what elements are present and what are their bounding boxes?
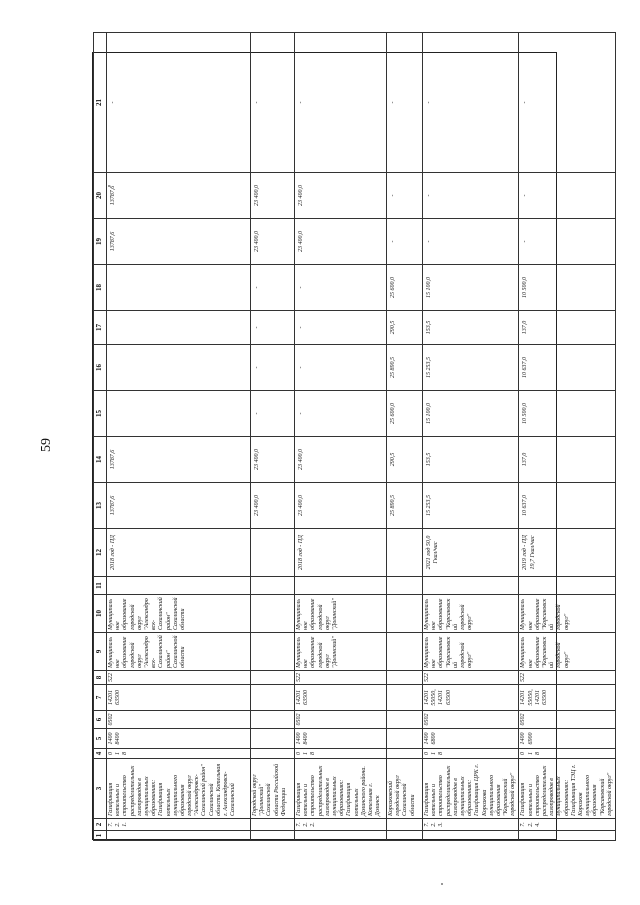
table-cell: 1400 6900 (519, 729, 615, 749)
table-cell (251, 577, 295, 595)
table-cell (251, 685, 295, 711)
table-row (423, 33, 519, 841)
table-cell: Муниципальное образование городской округ "Александровск-Сахалинский район" Сахалинской области (107, 595, 251, 633)
table-cell: Муниципальное образование городской округ "Александровск-Сахалинский район" Сахалинской области (107, 633, 251, 671)
table-cell (387, 633, 423, 671)
table-row (387, 33, 423, 841)
table-cell (251, 749, 295, 759)
table-row (295, 33, 387, 841)
table-cell: Газификация котельных и строительство распределительных газопроводов в муниципальных образованиях: Газификация ЦРК г. Корсакова муниципального образования "Корсаковский городской округ" (423, 759, 519, 819)
table-cell (251, 819, 295, 831)
table-cell (519, 831, 615, 841)
col-header: 19 (94, 219, 107, 265)
table-cell (387, 577, 423, 595)
col-header: 17 (94, 311, 107, 345)
table-cell (107, 831, 251, 841)
table-cell (387, 729, 423, 749)
table-cell (387, 685, 423, 711)
col-header: 9 (94, 633, 107, 671)
table-cell: - (295, 33, 387, 173)
header-row (94, 33, 107, 841)
table-cell: 23 400,0 (251, 437, 295, 483)
table-cell (387, 529, 423, 577)
table-cell: 10 637,0 (519, 345, 615, 391)
table-row (519, 33, 615, 841)
table-cell: 153,5 (423, 311, 519, 345)
table-cell: 15 100,0 (423, 391, 519, 437)
col-header: 3 (94, 759, 107, 819)
table-cell (251, 529, 295, 577)
col-header: 18 (94, 265, 107, 311)
table-cell: 290,5 (387, 437, 423, 483)
table-row (107, 33, 251, 841)
table-cell: - (251, 33, 295, 173)
col-header: 1 (94, 831, 107, 841)
table-cell: 290,5 (387, 311, 423, 345)
table-cell: - (295, 391, 387, 437)
table-cell: 137,0 (519, 437, 615, 483)
table-cell: 25 600,0 (387, 391, 423, 437)
table-cell: 25 890,5 (387, 483, 423, 529)
table-cell (387, 671, 423, 685)
table-cell: 2019 год - ПД 19,7 Гкал/час (519, 529, 615, 577)
table-cell: - (423, 219, 519, 265)
table-cell: 1400 6800 (423, 729, 519, 749)
table-cell: Корсаковский городской округ Сахалинской области (387, 759, 423, 819)
table-cell: 2018 год - ПД (107, 529, 251, 577)
table-cell: 0 1 8 (107, 749, 251, 759)
table-cell: 0502 (519, 711, 615, 729)
col-header: 10 (94, 595, 107, 633)
table-cell: 23 400,0 (295, 173, 387, 219)
col-header: 7 (94, 685, 107, 711)
page-number: 59 (39, 438, 54, 452)
budget-table-frame (92, 52, 613, 840)
table-cell: 23 400,0 (295, 219, 387, 265)
table-cell: 14201 63500 (295, 685, 387, 711)
table-cell: 23 400,0 (251, 483, 295, 529)
table-cell: 14201 55050, 14201 63500 (423, 685, 519, 711)
table-cell: 23 400,0 (295, 437, 387, 483)
table-cell: 0502 (107, 711, 251, 729)
table-cell: 153,5 (423, 437, 519, 483)
table-cell: 13787,6 (107, 219, 251, 265)
col-header: 12 (94, 529, 107, 577)
table-cell: 14201 63500 (107, 685, 251, 711)
table-cell: 522 (107, 671, 251, 685)
table-cell: 0502 (295, 711, 387, 729)
table-cell: Муниципальное образование "Корсаковский городской округ" (423, 633, 519, 671)
table-cell: - (295, 345, 387, 391)
table-cell: - (387, 173, 423, 219)
table-cell: - (519, 33, 615, 173)
table-cell: Газификация котельных и строительство распределительных газопроводов в муниципальных образованиях: Газификация ТЭЦ г. Корсаков муниципального образования "Корсаковский городской округ" (519, 759, 615, 819)
table-cell (387, 711, 423, 729)
table-cell (519, 577, 615, 595)
table-cell: - (519, 219, 615, 265)
table-cell (107, 577, 251, 595)
table-cell (251, 711, 295, 729)
table-cell: - (519, 173, 615, 219)
table-cell: 15 253,5 (423, 483, 519, 529)
table-cell: - (251, 311, 295, 345)
table-cell: 13787,6 (107, 483, 251, 529)
table-cell: Муниципальное образование "Корсаковский городской округ" (519, 595, 615, 633)
col-header: 4 (94, 749, 107, 759)
table-cell (387, 595, 423, 633)
col-header: 16 (94, 345, 107, 391)
table-cell: Муниципальное образование "Корсаковский городской округ" (423, 595, 519, 633)
table-cell (387, 749, 423, 759)
table-cell: 0 1 8 (295, 749, 387, 759)
table-cell: 25 600,0 (387, 265, 423, 311)
table-cell: 7.2.2. (295, 819, 387, 831)
table-cell: - (107, 33, 251, 173)
table-cell: - (251, 391, 295, 437)
col-header: 14 (94, 437, 107, 483)
table-cell (251, 595, 295, 633)
table-cell: 2018 год - ПД (295, 529, 387, 577)
table-cell: Муниципальное образование "Корсаковский городской округ" (519, 633, 615, 671)
table-cell: 10 637,0 (519, 483, 615, 529)
table-cell: 2021 год 50,0 Гкал/час (423, 529, 519, 577)
table-cell: 14201 55050, 14201 63500 (519, 685, 615, 711)
table-cell (251, 831, 295, 841)
table-cell: Муниципальное образование городской округ "Долинский" (295, 633, 387, 671)
table-cell: - (251, 265, 295, 311)
table-cell (295, 577, 387, 595)
table-cell: 23 400,0 (295, 483, 387, 529)
table-cell: 7.2.4. (519, 819, 615, 831)
table-cell (423, 577, 519, 595)
col-header: 11 (94, 577, 107, 595)
table-cell (107, 265, 251, 311)
table-cell: 522 (423, 671, 519, 685)
table-cell: - (423, 33, 519, 173)
table-cell: 0502 (423, 711, 519, 729)
table-cell (251, 633, 295, 671)
table-cell: Муниципальное образование городской округ "Долинский" (295, 595, 387, 633)
table-cell: 0 1 8 (423, 749, 519, 759)
scan-speck (441, 883, 443, 885)
col-header: 6 (94, 711, 107, 729)
table-cell: 10 500,0 (519, 265, 615, 311)
table-cell (107, 391, 251, 437)
table-cell: - (423, 173, 519, 219)
table-cell: Газификация котельных и строительство распределительных газопроводов в муниципальных образованиях: Газификация котельных муниципального образования городской округ "Александровск-Сахалинский район" Сахалинской области. Котельная г. Александровск-Сахалинский (107, 759, 251, 819)
table-cell: 522 (519, 671, 615, 685)
col-header: 5 (94, 729, 107, 749)
table-cell: 23 400,0 (251, 173, 295, 219)
table-cell (251, 671, 295, 685)
table-cell: 7.2.3. (423, 819, 519, 831)
table-cell (387, 819, 423, 831)
col-header: 15 (94, 391, 107, 437)
table-row (251, 33, 295, 841)
table-cell: - (295, 311, 387, 345)
table-cell: 13787,6 (107, 437, 251, 483)
table-cell: 10 500,0 (519, 391, 615, 437)
col-header: 20 (94, 173, 107, 219)
table-cell: 137,0 (519, 311, 615, 345)
table-cell: 15 100,0 (423, 265, 519, 311)
col-header: 13 (94, 483, 107, 529)
col-header: 21 (94, 33, 107, 173)
col-header: 8 (94, 671, 107, 685)
table-cell: - (251, 345, 295, 391)
table-cell: 25 890,5 (387, 345, 423, 391)
table-cell: 0 1 8 (519, 749, 615, 759)
table-cell (387, 831, 423, 841)
table-cell: 23 400,0 (251, 219, 295, 265)
table-cell (251, 729, 295, 749)
table-cell: 15 253,5 (423, 345, 519, 391)
table-cell: Газификация котельных и строительство распределительных газопроводов в муниципальных образованиях: Газификация котельных Долинского района. Котельная г. Долинск (295, 759, 387, 819)
table-cell (295, 831, 387, 841)
table-cell: 1400 8400 (295, 729, 387, 749)
col-header: 2 (94, 819, 107, 831)
table-cell: - (295, 265, 387, 311)
table-cell (107, 345, 251, 391)
table-cell: 522 (295, 671, 387, 685)
table-cell: 13787,6 (107, 173, 251, 219)
table-cell: - (387, 219, 423, 265)
table-cell (107, 311, 251, 345)
table-cell (423, 831, 519, 841)
rotated-table-wrapper (93, 53, 613, 841)
table-cell: 1400 8400 (107, 729, 251, 749)
table-cell: 7.2.1. (107, 819, 251, 831)
table-cell: - (387, 33, 423, 173)
budget-table (93, 32, 616, 841)
table-cell: Городской округ "Долинский" Сахалинской области Российской Федерации (251, 759, 295, 819)
